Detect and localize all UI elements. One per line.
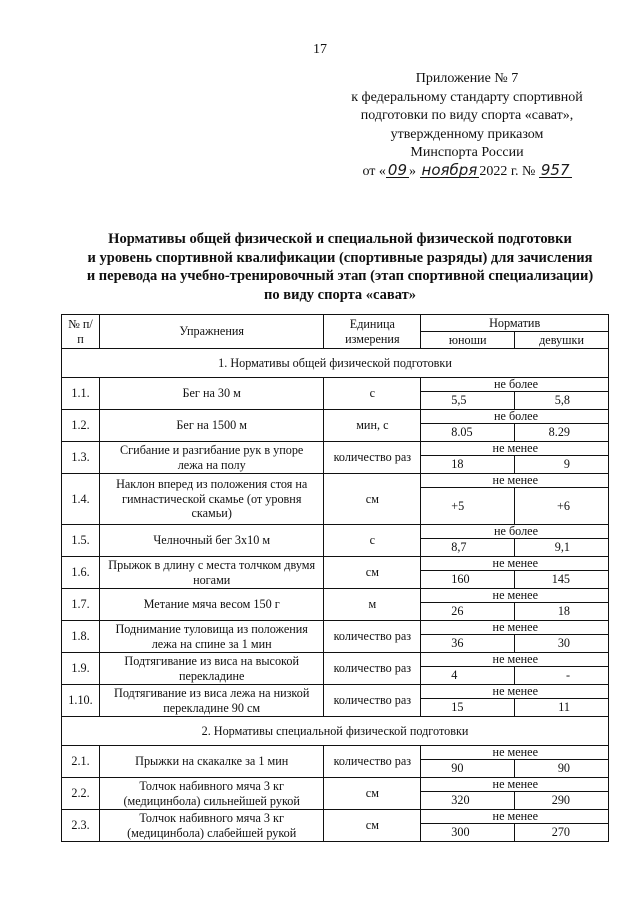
norm-condition: не более (421, 525, 609, 539)
exercise-name: Толчок набивного мяча 3 кг (медицинбола) слабейшей рукой (99, 810, 323, 842)
value-boys: 8.05 (421, 424, 515, 442)
value-boys: +5 (421, 488, 515, 525)
row-number: 2.3. (62, 810, 100, 842)
row-number: 1.9. (62, 653, 100, 685)
exercise-name: Сгибание и разгибание рук в упоре лежа на полу (99, 442, 323, 474)
norm-condition: не более (421, 410, 609, 424)
unit: количество раз (324, 746, 421, 778)
value-girls: 290 (515, 792, 609, 810)
table-row (62, 746, 609, 760)
norm-condition: не менее (421, 621, 609, 635)
row-number: 1.4. (62, 474, 100, 525)
row-number: 1.2. (62, 410, 100, 442)
value-girls: +6 (515, 488, 609, 525)
value-boys: 4 (421, 667, 515, 685)
unit: см (324, 810, 421, 842)
section-row (62, 717, 609, 746)
row-number: 1.10. (62, 685, 100, 717)
norms-table (61, 314, 609, 842)
unit: м (324, 589, 421, 621)
table-row (62, 378, 609, 392)
value-girls: 145 (515, 571, 609, 589)
value-boys: 320 (421, 792, 515, 810)
header-exercise: Упражнения (99, 315, 323, 349)
value-boys: 26 (421, 603, 515, 621)
row-number: 2.1. (62, 746, 100, 778)
table-row (62, 810, 609, 824)
unit: с (324, 378, 421, 410)
exercise-name: Поднимание туловища из положения лежа на спине за 1 мин (99, 621, 323, 653)
handwritten-month: ноября (421, 160, 478, 179)
table-row (62, 621, 609, 635)
value-girls: 5,8 (515, 392, 609, 410)
norm-condition: не менее (421, 442, 609, 456)
exercise-name: Прыжок в длину с места толчком двумя ногами (99, 557, 323, 589)
unit: количество раз (324, 685, 421, 717)
norm-condition: не менее (421, 474, 609, 488)
section-row (62, 349, 609, 378)
value-girls: 9 (515, 456, 609, 474)
table-row (62, 589, 609, 603)
value-boys: 18 (421, 456, 515, 474)
value-girls: 270 (515, 824, 609, 842)
row-number: 1.1. (62, 378, 100, 410)
value-boys: 160 (421, 571, 515, 589)
unit: количество раз (324, 653, 421, 685)
value-boys: 5,5 (421, 392, 515, 410)
exercise-name: Бег на 1500 м (99, 410, 323, 442)
exercise-name: Наклон вперед из положения стоя на гимнастической скамье (от уровня скамьи) (99, 474, 323, 525)
table-row (62, 474, 609, 488)
unit: см (324, 778, 421, 810)
value-boys: 300 (421, 824, 515, 842)
appendix-title: Приложение № 7 (415, 71, 519, 86)
exercise-name: Бег на 30 м (99, 378, 323, 410)
norm-condition: не менее (421, 653, 609, 667)
unit: см (324, 474, 421, 525)
norm-condition: не более (421, 378, 609, 392)
section-title: 2. Нормативы специальной физической подготовки (62, 717, 609, 746)
value-girls: 11 (515, 699, 609, 717)
value-girls: 90 (515, 760, 609, 778)
value-girls: - (515, 667, 609, 685)
appendix-block (322, 70, 612, 181)
norm-condition: не менее (421, 778, 609, 792)
row-number: 1.6. (62, 557, 100, 589)
appendix-line: Минспорта России (410, 145, 524, 160)
table-row (62, 557, 609, 571)
unit: количество раз (324, 621, 421, 653)
page-number: 17 (313, 42, 327, 57)
row-number: 1.7. (62, 589, 100, 621)
exercise-name: Прыжки на скакалке за 1 мин (99, 746, 323, 778)
row-number: 2.2. (62, 778, 100, 810)
value-girls: 9,1 (515, 539, 609, 557)
table-row (62, 685, 609, 699)
handwritten-day: 09 (387, 160, 408, 179)
value-boys: 36 (421, 635, 515, 653)
document-title: Нормативы общей физической и специальной физической подготовки и уровень спортивной квалификации (спортивные разряды) для зачисления и перевода на учебно-тренировочный этап (этап спортивной специализации) по виду спорта «сават» (86, 231, 594, 303)
row-number: 1.3. (62, 442, 100, 474)
header-girls: девушки (515, 332, 609, 349)
section-title: 1. Нормативы общей физической подготовки (62, 349, 609, 378)
appendix-line: утвержденному приказом (390, 126, 544, 142)
table-row (62, 525, 609, 539)
unit: см (324, 557, 421, 589)
value-girls: 8.29 (515, 424, 609, 442)
table-header-row (62, 315, 609, 332)
header-num: № п/п (62, 315, 100, 349)
norm-condition: не менее (421, 557, 609, 571)
exercise-name: Толчок набивного мяча 3 кг (медицинбола) сильнейшей рукой (99, 778, 323, 810)
value-boys: 8,7 (421, 539, 515, 557)
header-norm: Норматив (421, 315, 609, 332)
unit: мин, с (324, 410, 421, 442)
exercise-name: Метание мяча весом 150 г (99, 589, 323, 621)
header-unit: Единица измерения (324, 315, 421, 349)
row-number: 1.8. (62, 621, 100, 653)
order-date-line: от « 09 » ноября 2022 г. № 957 (362, 160, 570, 179)
exercise-name: Подтягивание из виса на высокой перекладине (99, 653, 323, 685)
exercise-name: Подтягивание из виса лежа на низкой перекладине 90 см (99, 685, 323, 717)
norm-condition: не менее (421, 746, 609, 760)
norm-condition: не менее (421, 810, 609, 824)
handwritten-order-number: 957 (540, 160, 570, 179)
appendix-line: подготовки по виду спорта «сават», (360, 108, 574, 123)
header-boys: юноши (421, 332, 515, 349)
value-boys: 15 (421, 699, 515, 717)
table-row (62, 653, 609, 667)
norm-condition: не менее (421, 685, 609, 699)
table-row (62, 442, 609, 456)
table-row (62, 410, 609, 424)
unit: с (324, 525, 421, 557)
row-number: 1.5. (62, 525, 100, 557)
appendix-line: к федеральному стандарту спортивной (351, 89, 583, 105)
value-girls: 30 (515, 635, 609, 653)
norm-condition: не менее (421, 589, 609, 603)
table-row (62, 778, 609, 792)
value-boys: 90 (421, 760, 515, 778)
exercise-name: Челночный бег 3х10 м (99, 525, 323, 557)
unit: количество раз (324, 442, 421, 474)
value-girls: 18 (515, 603, 609, 621)
